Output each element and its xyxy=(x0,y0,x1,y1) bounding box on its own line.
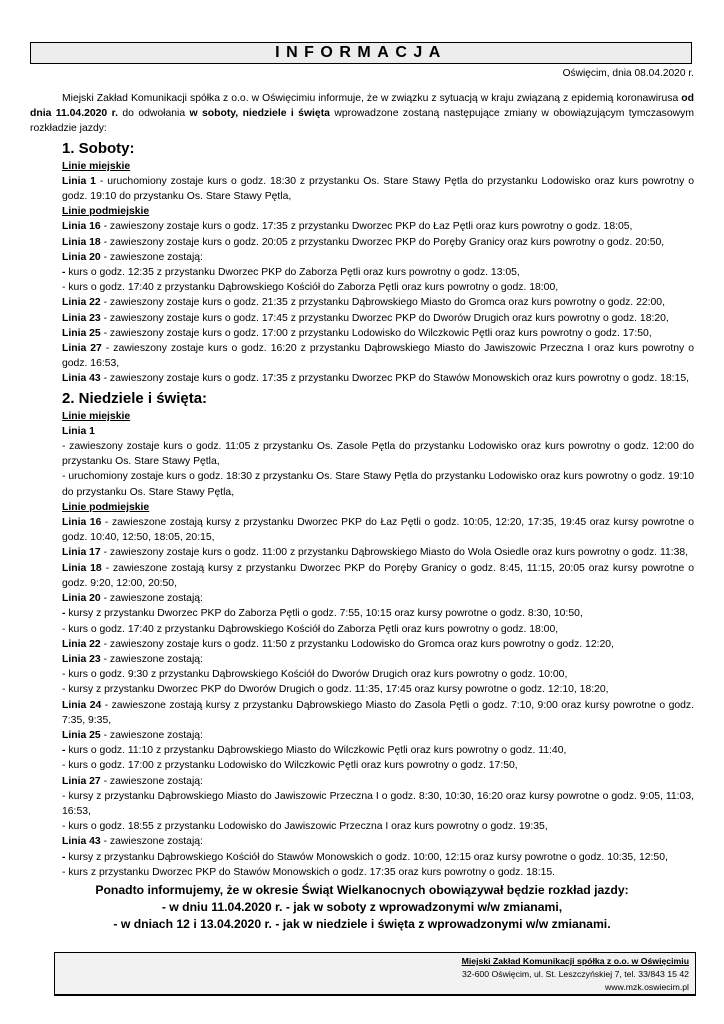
line-number: - xyxy=(62,745,66,757)
entry-text: kursy z przystanku Dworzec PKP do Zaborza Pętli o godz. 7:55, 10:15 oraz kursy powrotne o godz. 8:30, 10:50, xyxy=(65,608,583,620)
entry-text: - zawieszony zostaje kurs o godz. 17:35 z przystanku Dworzec PKP do Łaz Pętli oraz kurs powrotny o godz. 18:05, xyxy=(100,221,633,233)
entry-text: - zawieszone zostają: xyxy=(100,775,203,787)
entry-text: - kurs z przystanku Dworzec PKP do Stawów Monowskich o godz. 17:35 oraz kurs powrotny o godz. 18:15. xyxy=(62,866,556,878)
entry-text: - kurs o godz. 17:40 z przystanku Dąbrowskiego Kościół do Zaborza Pętli oraz kurs powrotny o godz. 18:00, xyxy=(62,282,559,294)
line-number: - xyxy=(62,267,66,279)
schedule-entry xyxy=(62,682,694,697)
intro-days: w soboty, niedziele i święta xyxy=(189,108,330,120)
line-number: Linia 20 xyxy=(62,251,101,263)
line-number: Linia 18 xyxy=(62,562,102,574)
footer-address: 32-600 Oświęcim, ul. St. Leszczyńskiej 7, tel. 33/843 15 42 xyxy=(462,969,689,979)
schedule-entry xyxy=(62,250,694,265)
schedule-entry xyxy=(62,219,694,234)
saturday-suburban-list xyxy=(62,219,694,386)
section-sunday-heading: 2. Niedziele i święta: xyxy=(62,389,208,407)
easter-notice xyxy=(30,882,694,933)
entry-text: kursy z przystanku Dąbrowskiego Kościół do Stawów Monowskich o godz. 10:00, 12:15 oraz kursy powrotne o godz. 10:35, 12:50, xyxy=(65,851,668,863)
line-number: Linia 22 xyxy=(62,297,101,309)
schedule-entry xyxy=(62,606,694,621)
schedule-entry xyxy=(62,850,694,865)
schedule-entry xyxy=(62,698,694,728)
intro-text-1: Miejski Zakład Komunikacji spółka z o.o. w Oświęcimiu informuje, że w związku z sytuacją w kraju związaną z epidemią koronawirusa xyxy=(62,93,679,104)
section-saturday xyxy=(62,159,694,387)
page-title: INFORMACJA xyxy=(275,44,447,62)
city-lines-label: Linie miejskie xyxy=(62,160,131,172)
schedule-entry xyxy=(62,311,694,326)
line-number: Linia 27 xyxy=(62,343,102,355)
city-lines-label: Linie miejskie xyxy=(62,410,131,422)
suburban-lines-label: Linie podmiejskie xyxy=(62,501,150,513)
line-number: Linia 43 xyxy=(62,836,101,848)
schedule-entry xyxy=(62,371,694,386)
entry-text: - zawieszone zostają: xyxy=(100,593,203,605)
entry-text: - zawieszone zostają: xyxy=(100,251,203,263)
intro-text-3: wprowadzone zostaną następujące zmiany w obowiązującym tymczasowym rozkładzie jazdy: xyxy=(30,108,695,135)
schedule-entry xyxy=(62,469,694,499)
entry-text: - kursy z przystanku Dąbrowskiego Miasto do Jawiszowic Przeczna I o godz. 8:30, 10:30, 16:20 oraz kursy powrotne o godz. 9:05, 11:03, 16:53, xyxy=(62,790,694,817)
suburban-lines-label: Linie podmiejskie xyxy=(62,206,150,218)
schedule-entry xyxy=(62,591,694,606)
line-number: Linia 1 xyxy=(62,175,96,187)
line-number: Linia 23 xyxy=(62,312,101,324)
line-number: - xyxy=(62,851,66,863)
schedule-entry xyxy=(62,326,694,341)
schedule-entry xyxy=(62,774,694,789)
schedule-entry xyxy=(62,561,694,591)
entry-text: - zawieszone zostają kursy z przystanku Dąbrowskiego Miasto do Zasola Pętli o godz. 7:10, 9:00 oraz kursy powrotne o godz. 7:35, 9:35, xyxy=(62,699,694,726)
schedule-entry xyxy=(62,834,694,849)
entry-text: - uruchomiony zostaje kurs o godz. 18:30 z przystanku Os. Stare Stawy Pętla do przystanku Lodowisko oraz kurs powrotny o godz. 19:10 do przystanku Os. Stare Stawy Pętla, xyxy=(62,471,694,498)
entry-text: - uruchomiony zostaje kurs o godz. 18:30 z przystanku Os. Stare Stawy Pętla do przystanku Lodowisko oraz kurs powrotny o godz. 19:10 do przystanku Os. Stare Stawy Pętla, xyxy=(62,175,694,203)
entry-text: - zawieszone zostają: xyxy=(100,729,203,741)
entry-text: - kurs o godz. 17:00 z przystanku Lodowisko do Wilczkowic Pętli oraz kurs powrotny o godz. 17:50, xyxy=(62,760,518,772)
title-banner xyxy=(30,42,692,64)
schedule-entry xyxy=(62,622,694,637)
intro-date: od dnia 11.04.2020 r. xyxy=(30,93,694,120)
schedule-entry xyxy=(62,743,694,758)
line-number: Linia 25 xyxy=(62,729,101,741)
entry-text: - zawieszone zostają: xyxy=(100,836,203,848)
schedule-entry xyxy=(62,295,694,310)
entry-text: - zawieszony zostaje kurs o godz. 17:00 z przystanku Lodowisko do Wilczkowic Pętli oraz kurs powrotny o godz. 17:50, xyxy=(100,327,652,339)
entry-text: kurs o godz. 12:35 z przystanku Dworzec PKP do Zaborza Pętli oraz kurs powrotny o godz. 13:05, xyxy=(65,267,520,279)
entry-text: - kurs o godz. 17:40 z przystanku Dąbrowskiego Kościół do Zaborza Pętli oraz kurs powrotny o godz. 18:00, xyxy=(62,623,559,635)
schedule-entry xyxy=(62,637,694,652)
easter-notice-line: Ponadto informujemy, że w okresie Świąt Wielkanocnych obowiązywał będzie rozkład jazdy: xyxy=(95,882,629,897)
section-saturday-heading: 1. Soboty: xyxy=(62,139,135,157)
line-number: Linia 16 xyxy=(62,517,102,529)
schedule-entry xyxy=(62,235,694,250)
footer-company: Miejski Zakład Komunikacji spółka z o.o. w Oświęcimiu xyxy=(461,956,689,966)
schedule-entry xyxy=(62,728,694,743)
entry-text: - zawieszone zostają: xyxy=(100,653,203,665)
intro-paragraph xyxy=(30,91,694,137)
line-number: Linia 18 xyxy=(62,236,101,248)
schedule-entry xyxy=(62,667,694,682)
entry-text: - kurs o godz. 9:30 z przystanku Dąbrowskiego Kościół do Dworów Drugich oraz kurs powrotny o godz. 10:00, xyxy=(62,669,568,681)
schedule-entry xyxy=(62,789,694,819)
saturday-city-list xyxy=(62,174,694,204)
line-number: Linia 23 xyxy=(62,653,101,665)
entry-text: - zawieszone zostają kursy z przystanku Dworzec PKP do Poręby Granicy o godz. 8:45, 11:15, 20:05 oraz kursy powrotne o godz. 9:20, 12:00, 20:50, xyxy=(62,562,694,589)
line-number: Linia 20 xyxy=(62,593,101,605)
easter-notice-line: - w dniu 11.04.2020 r. - jak w soboty z wprowadzonymi w/w zmianami, xyxy=(161,899,563,914)
schedule-entry xyxy=(62,424,694,439)
schedule-entry xyxy=(62,758,694,773)
entry-text: - zawieszony zostaje kurs o godz. 17:35 z przystanku Dworzec PKP do Stawów Monowskich oraz kurs powrotny o godz. 18:15, xyxy=(100,373,690,385)
schedule-entry xyxy=(62,265,694,280)
intro-text-2: do odwołania xyxy=(117,108,190,120)
document-date: Oświęcim, dnia 08.04.2020 r. xyxy=(562,68,694,79)
easter-notice-line: - w dniach 12 i 13.04.2020 r. - jak w niedziele i święta z wprowadzonymi w/w zmianami. xyxy=(113,916,611,931)
line-number: Linia 16 xyxy=(62,221,101,233)
schedule-entry xyxy=(62,174,694,204)
sunday-city-list xyxy=(62,424,694,500)
entry-text: - zawieszony zostaje kurs o godz. 11:00 z przystanku Dąbrowskiego Miasto do Wola Osiedle oraz kurs powrotny o godz. 11:38, xyxy=(100,547,689,559)
entry-text: - zawieszony zostaje kurs o godz. 16:20 z przystanku Dąbrowskiego Miasto do Jawiszowic Przeczna I oraz kurs powrotny o godz. 16:53, xyxy=(62,343,695,370)
schedule-entry xyxy=(62,652,694,667)
entry-text: - zawieszony zostaje kurs o godz. 11:05 z przystanku Os. Zasole Pętla do przystanku Lodowisko oraz kurs powrotny o godz. 12:00 do przystanku Os. Stare Stawy Pętla, xyxy=(62,441,694,468)
line-number: Linia 22 xyxy=(62,638,101,650)
entry-text: - zawieszony zostaje kurs o godz. 11:50 z przystanku Lodowisko do Gromca oraz kurs powrotny o godz. 12:20, xyxy=(100,638,614,650)
schedule-entry xyxy=(62,819,694,834)
document-body xyxy=(30,91,694,933)
schedule-entry xyxy=(62,515,694,545)
line-number: Linia 25 xyxy=(62,327,101,339)
line-number: - xyxy=(62,608,66,620)
line-number: Linia 24 xyxy=(62,699,102,711)
entry-text: kurs o godz. 11:10 z przystanku Dąbrowskiego Miasto do Wilczkowic Pętli oraz kurs powrotny o godz. 11:40, xyxy=(65,745,567,757)
schedule-entry xyxy=(62,280,694,295)
line-number: Linia 27 xyxy=(62,775,101,787)
sunday-suburban-list xyxy=(62,515,694,880)
line-number: Linia 17 xyxy=(62,547,101,559)
entry-text: - zawieszone zostają kursy z przystanku Dworzec PKP do Łaz Pętli o godz. 10:05, 12:20, 17:35, 19:45 oraz kursy powrotne o godz. 10:40, 12:50, 18:05, 20:15, xyxy=(62,517,694,544)
entry-text: - zawieszony zostaje kurs o godz. 17:45 z przystanku Dworzec PKP do Dworów Drugich oraz kurs powrotny o godz. 18:20, xyxy=(100,312,669,324)
line-number: Linia 43 xyxy=(62,373,101,385)
line-number: Linia 1 xyxy=(62,425,95,437)
schedule-entry xyxy=(62,545,694,560)
entry-text: - kursy z przystanku Dworzec PKP do Dworów Drugich o godz. 11:35, 17:45 oraz kursy powrotne o godz. 12:10, 18:20, xyxy=(62,684,609,696)
entry-text: - zawieszony zostaje kurs o godz. 21:35 z przystanku Dąbrowskiego Miasto do Gromca oraz kurs powrotny o godz. 22:00, xyxy=(100,297,665,309)
footer-website: www.mzk.oswiecim.pl xyxy=(605,982,689,992)
entry-text: - kurs o godz. 18:55 z przystanku Lodowisko do Jawiszowic Przeczna I oraz kurs powrotny o godz. 19:35, xyxy=(62,821,548,833)
section-sunday xyxy=(62,409,694,880)
schedule-entry xyxy=(62,865,694,880)
footer-contact xyxy=(54,952,696,996)
entry-text: - zawieszony zostaje kurs o godz. 20:05 z przystanku Dworzec PKP do Poręby Granicy oraz kurs powrotny o godz. 20:50, xyxy=(100,236,665,248)
schedule-entry xyxy=(62,341,694,371)
schedule-entry xyxy=(62,439,694,469)
